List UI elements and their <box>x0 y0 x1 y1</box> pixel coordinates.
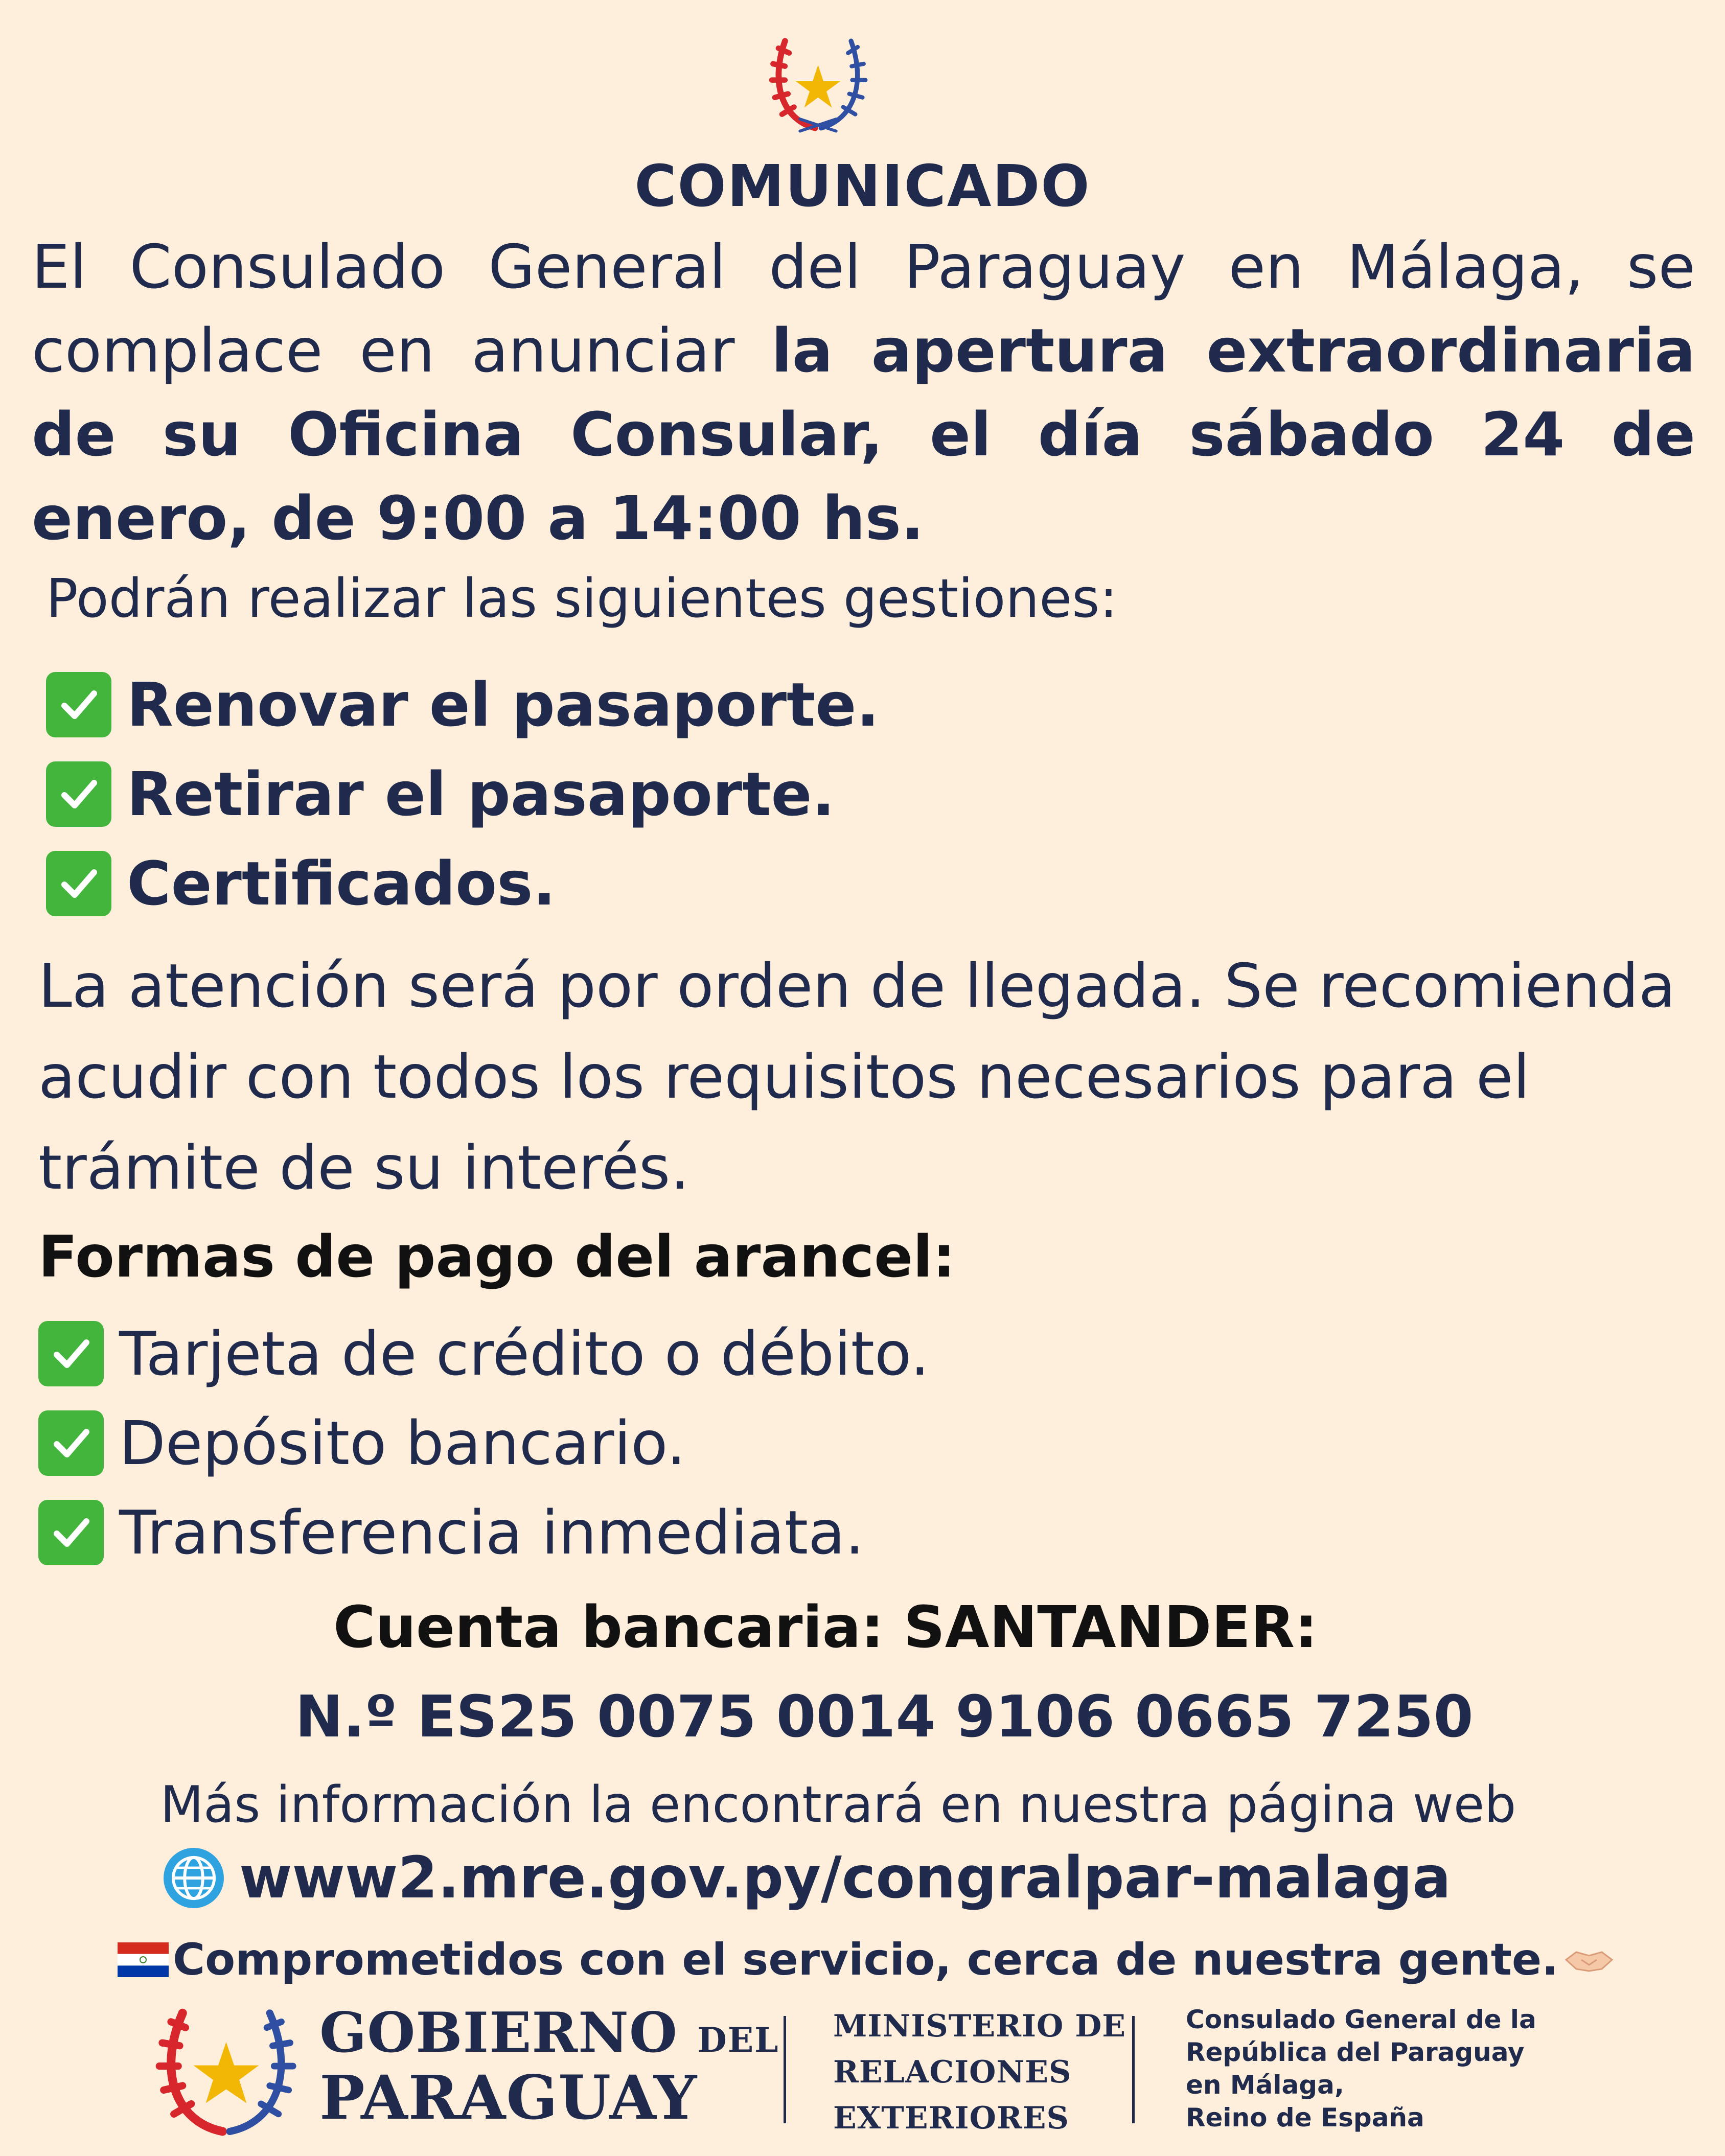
gobierno-line2: PARAGUAY <box>319 2062 698 2133</box>
payment-heading: Formas de pago del arancel: <box>38 1224 956 1290</box>
globe-icon <box>164 1848 224 1908</box>
task-item <box>46 759 835 829</box>
footer-divider <box>1132 2016 1135 2123</box>
check-mark-icon <box>38 1410 104 1476</box>
check-mark-icon <box>46 851 111 916</box>
consulate-line: Consulado General de la <box>1186 2005 1536 2034</box>
more-info-text: Más información la encontrará en nuestra página web <box>160 1776 1516 1834</box>
ministry-line: RELACIONES <box>833 2054 1072 2090</box>
page-title: COMUNICADO <box>634 153 1091 220</box>
payment-label: Transferencia inmediata. <box>119 1497 864 1568</box>
payment-label: Depósito bancario. <box>119 1408 686 1478</box>
check-mark-icon <box>38 1321 104 1386</box>
task-item <box>46 669 879 740</box>
intro-paragraph <box>32 225 1695 560</box>
payment-label: Tarjeta de crédito o débito. <box>119 1318 930 1389</box>
intro-text: El Consulado General del Paraguay en Málaga, se complace en anunciar <box>32 231 1695 386</box>
consulate-text <box>1186 2003 1536 2134</box>
website-link[interactable]: www2.mre.gov.py/congralpar-malaga <box>239 1845 1451 1911</box>
consulate-line: República del Paraguay <box>1186 2037 1525 2067</box>
handshake-icon <box>1563 1939 1615 1980</box>
bank-account-line: Cuenta bancaria: SANTANDER: <box>333 1594 1318 1661</box>
bank-account-number: N.º ES25 0075 0014 9106 0665 7250 <box>295 1684 1474 1750</box>
ministry-line: MINISTERIO DE <box>833 2008 1126 2044</box>
paraguay-seal-icon <box>758 28 878 138</box>
check-mark-icon <box>46 761 111 827</box>
gobierno-line1 <box>319 2001 779 2065</box>
gobierno-seal-icon <box>153 2002 299 2140</box>
task-item <box>46 848 556 919</box>
task-label: Retirar el pasaporte. <box>127 759 835 829</box>
payment-item <box>38 1497 864 1568</box>
ministry-logo-text <box>833 2003 1126 2141</box>
paraguay-flag-icon <box>118 1942 169 1977</box>
gobierno-del: DEL <box>697 2020 779 2060</box>
intro-highlight: la apertura extraordinaria de su Oficina Consular, el día sábado 24 de enero, de 9:00 a 14:00 hs. <box>32 315 1695 553</box>
slogan-text: Comprometidos con el servicio, cerca de nuestra gente. <box>173 1934 1558 1985</box>
check-mark-icon <box>38 1500 104 1565</box>
slogan-row <box>118 1934 1615 1985</box>
footer-divider <box>784 2016 786 2123</box>
ministry-line: EXTERIORES <box>833 2100 1069 2136</box>
consulate-line: en Málaga, <box>1186 2070 1344 2100</box>
task-label: Certificados. <box>127 848 556 919</box>
check-mark-icon <box>46 672 111 737</box>
website-row[interactable] <box>164 1845 1451 1911</box>
payment-item <box>38 1318 930 1389</box>
attention-paragraph: La atención será por orden de llegada. Se recomienda acudir con todos los requisitos necesarios para el trámite de su interés. <box>38 951 1676 1203</box>
task-label: Renovar el pasaporte. <box>127 669 880 740</box>
consulate-line: Reino de España <box>1186 2103 1424 2132</box>
payment-item <box>38 1408 686 1478</box>
gobierno-word: GOBIERNO <box>319 2001 678 2065</box>
tasks-intro: Podrán realizar las siguientes gestiones: <box>46 567 1118 630</box>
